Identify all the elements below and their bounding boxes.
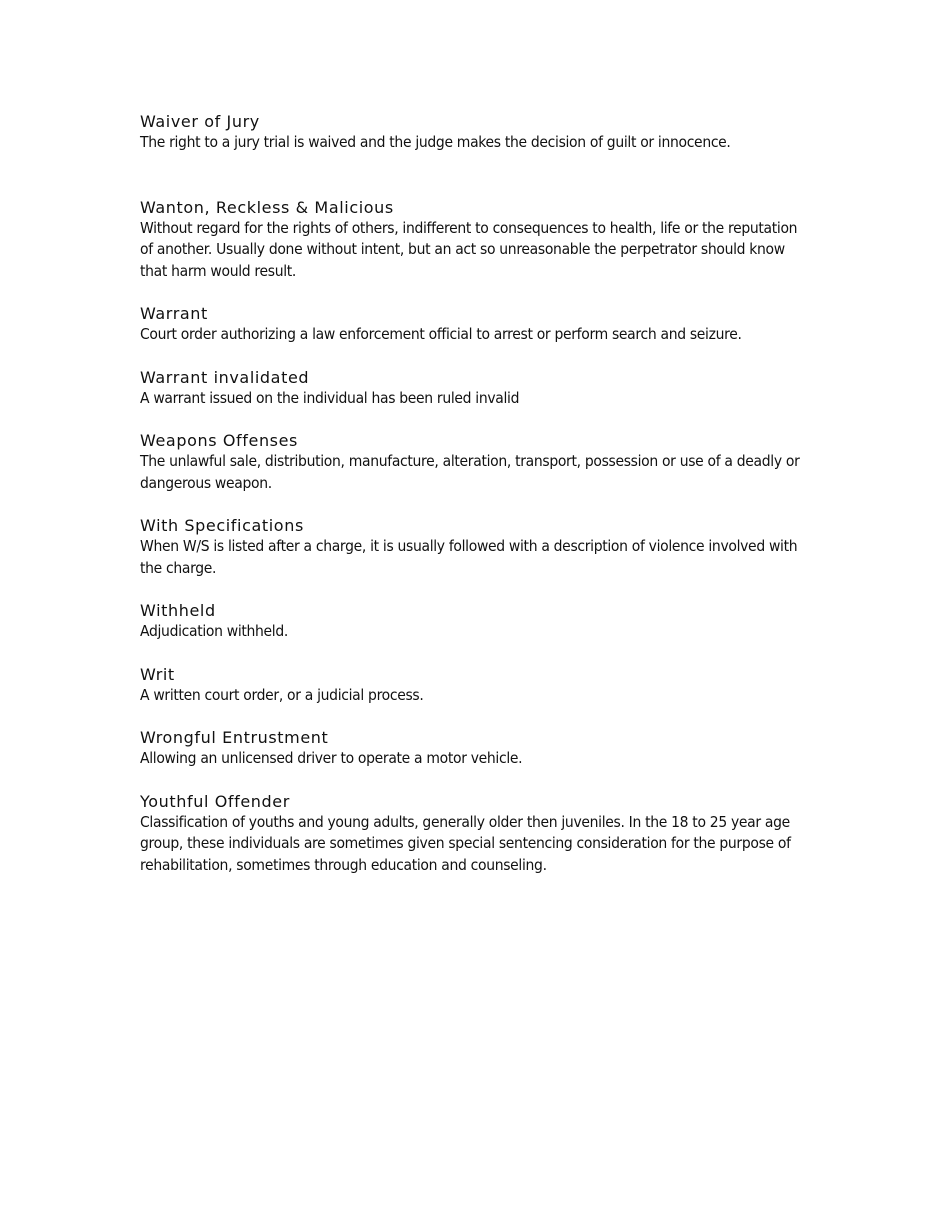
- glossary-entry-wanton-reckless-malicious: [140, 197, 805, 283]
- glossary-term: Wrongful Entrustment: [140, 728, 329, 747]
- glossary-definition: Without regard for the rights of others, indifferent to consequences to health, life or the reputation of another. Usually done without intent, but an act so unreasonable the perpetrator should know that harm would result.: [140, 218, 798, 280]
- glossary-entry-warrant-invalidated: [140, 367, 805, 410]
- glossary-term: Wanton, Reckless & Malicious: [140, 197, 394, 217]
- glossary-entry-weapons-offenses: [140, 430, 805, 494]
- glossary-term: With Specifications: [140, 516, 304, 535]
- glossary-entry-with-specifications: [140, 515, 805, 579]
- glossary-entry-warrant: [140, 303, 805, 346]
- glossary-term: Youthful Offender: [140, 791, 290, 811]
- glossary-term: Warrant: [140, 304, 208, 323]
- glossary-entry-waiver-of-jury: [140, 111, 805, 154]
- glossary-entry-withheld: [140, 600, 805, 643]
- glossary-definition: Court order authorizing a law enforcement official to arrest or perform search and seizure.: [140, 325, 742, 343]
- glossary-entry-youthful-offender: [140, 791, 805, 877]
- glossary-term: Warrant invalidated: [140, 367, 310, 387]
- glossary-list: [140, 111, 805, 897]
- glossary-definition: The right to a jury trial is waived and the judge makes the decision of guilt or innocence.: [140, 133, 731, 151]
- glossary-definition: A warrant issued on the individual has been ruled invalid: [140, 388, 520, 407]
- glossary-term: Withheld: [140, 601, 216, 620]
- glossary-term: Writ: [140, 664, 175, 684]
- glossary-definition: When W/S is listed after a charge, it is usually followed with a description of violence involved with the charge.: [140, 537, 798, 577]
- glossary-entry-writ: [140, 664, 805, 707]
- glossary-entry-wrongful-entrustment: [140, 727, 805, 770]
- glossary-definition: Allowing an unlicensed driver to operate a motor vehicle.: [140, 749, 523, 767]
- glossary-definition: Classification of youths and young adults, generally older then juveniles. In the 18 to 25 year age group, these individuals are sometimes given special sentencing consideration for the purpose of rehabilitation, sometimes through education and counseling.: [140, 812, 791, 874]
- glossary-definition: Adjudication withheld.: [140, 622, 289, 640]
- glossary-definition: A written court order, or a judicial process.: [140, 685, 424, 704]
- glossary-term: Weapons Offenses: [140, 431, 298, 450]
- glossary-term: Waiver of Jury: [140, 112, 260, 131]
- glossary-definition: The unlawful sale, distribution, manufacture, alteration, transport, possession or use of a deadly or dangerous weapon.: [140, 452, 800, 492]
